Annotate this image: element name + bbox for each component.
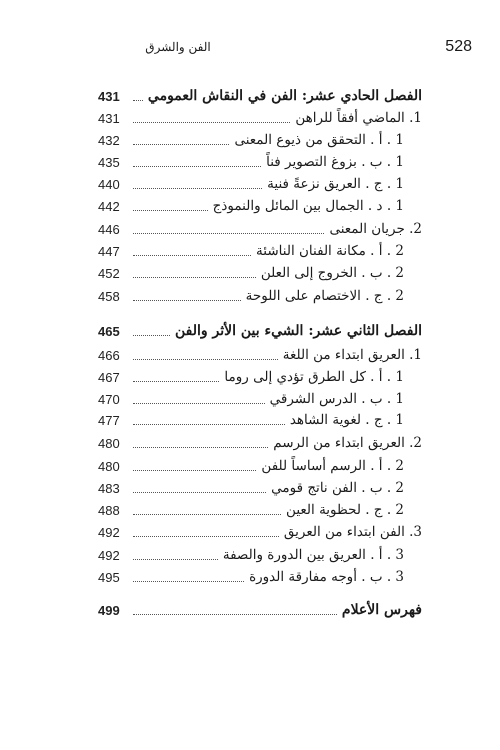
toc-entry-title: الفصل الثاني عشر: الشيء بين الأثر والفن — [175, 323, 422, 339]
toc-entry-title: 1 . ج . العريق نزعةً فنية — [267, 176, 404, 192]
toc-dot-leader — [133, 232, 324, 234]
running-title: الفن والشرق — [145, 40, 211, 54]
toc-page-number: 492 — [98, 547, 120, 563]
toc-dot-leader — [133, 254, 251, 256]
toc-dot-leader — [133, 334, 170, 336]
toc-subsection-entry — [98, 240, 422, 262]
toc-dot-leader — [133, 558, 218, 560]
toc-subsection-entry — [98, 173, 422, 195]
toc-page-number: 470 — [98, 391, 120, 407]
toc-page-number: 480 — [98, 458, 120, 474]
toc-entry-title: فهرس الأعلام — [341, 602, 422, 618]
toc-subsection-entry — [98, 366, 422, 388]
toc-subsection-entry — [98, 477, 422, 499]
toc-entry-title: 2 . ج . الاختصام على اللوحة — [245, 288, 404, 304]
toc-subsection-entry — [98, 388, 422, 410]
toc-dot-leader — [133, 580, 244, 582]
toc-dot-leader — [133, 276, 256, 278]
toc-entry-title: 1 . أ . كل الطرق تؤدي إلى روما — [224, 369, 404, 385]
toc-dot-leader — [133, 535, 279, 537]
toc-page-number: 440 — [98, 176, 120, 192]
toc-page-number: 492 — [98, 524, 120, 540]
toc-entry-title: 2. العريق ابتداء من الرسم — [273, 435, 422, 451]
toc-page-number: 477 — [98, 412, 120, 428]
toc-dot-leader — [133, 380, 219, 382]
toc-subsection-entry — [98, 151, 422, 173]
toc-subsection-entry — [98, 499, 422, 521]
toc-page-number: 431 — [98, 110, 120, 126]
toc-page-number: 442 — [98, 198, 120, 214]
toc-entry-title: 1 . ج . لغوية الشاهد — [289, 412, 404, 428]
toc-entry-title: 3. الفن ابتداء من العريق — [283, 524, 422, 540]
toc-entry-title: 2 . ج . لحظوية العين — [286, 502, 404, 518]
toc-dot-leader — [133, 187, 262, 189]
toc-subsection-entry — [98, 129, 422, 151]
toc-dot-leader — [133, 613, 337, 615]
toc-dot-leader — [133, 299, 241, 301]
toc-page-number: 458 — [98, 288, 120, 304]
toc-page-number: 446 — [98, 221, 120, 237]
toc-page-number: 480 — [98, 435, 120, 451]
toc-chapter-entry — [98, 85, 422, 107]
toc-page-number: 431 — [98, 88, 120, 104]
toc-entry-title: 2. جريان المعنى — [329, 221, 422, 237]
toc-entry-title: 3 . أ . العريق بين الدورة والصفة — [222, 547, 404, 563]
toc-dot-leader — [133, 491, 266, 493]
toc-page-number: 495 — [98, 569, 120, 585]
page-number: 528 — [445, 38, 472, 55]
toc-dot-leader — [133, 469, 256, 471]
toc-dot-leader — [133, 446, 268, 448]
toc-dot-leader — [133, 165, 261, 167]
toc-subsection-entry — [98, 566, 422, 588]
toc-entry-title: 1 . ب . بزوغ التصوير فناً — [266, 154, 404, 170]
toc-subsection-entry — [98, 285, 422, 307]
toc-entry-title: 3 . ب . أوجه مفارقة الدورة — [249, 569, 404, 585]
toc-page-number: 488 — [98, 502, 120, 518]
toc-entry-title: 1 . د . الجمال بين المائل والنموذج — [212, 198, 404, 214]
toc-entry-title: 1 . ب . الدرس الشرقي — [269, 391, 404, 407]
toc-page-number: 466 — [98, 347, 120, 363]
toc-page-number: 499 — [98, 602, 120, 618]
toc-page-number: 483 — [98, 480, 120, 496]
toc-section-entry — [98, 432, 422, 454]
toc-dot-leader — [133, 513, 281, 515]
toc-dot-leader — [133, 209, 208, 211]
toc-entry-title: 2 . ب . الخروج إلى العلن — [260, 265, 404, 281]
toc-entry-title: 2 . ب . الفن ناتج قومي — [271, 480, 404, 496]
toc-chapter-entry — [98, 320, 422, 342]
toc-dot-leader — [133, 143, 229, 145]
toc-subsection-entry — [98, 409, 422, 431]
toc-section-entry — [98, 107, 422, 129]
page-header — [68, 38, 472, 62]
toc-entry-title: 2 . أ . الرسم أساساً للفن — [261, 458, 404, 474]
toc-page-number: 467 — [98, 369, 120, 385]
toc-subsection-entry — [98, 262, 422, 284]
toc-subsection-entry — [98, 544, 422, 566]
toc-dot-leader — [133, 121, 290, 123]
toc-entry-title: 1. الماضي أفقاً للراهن — [295, 110, 422, 126]
toc-entry-title: 1. العريق ابتداء من اللغة — [282, 347, 422, 363]
toc-page-number: 465 — [98, 323, 120, 339]
toc-subsection-entry — [98, 195, 422, 217]
toc-subsection-entry — [98, 455, 422, 477]
toc-section-entry — [98, 344, 422, 366]
toc-chapter-entry — [98, 599, 422, 621]
toc-page-number: 452 — [98, 265, 120, 281]
toc-entry-title: الفصل الحادي عشر: الفن في النقاش العمومي — [147, 88, 422, 104]
toc-section-entry — [98, 218, 422, 240]
toc-dot-leader — [133, 402, 265, 404]
toc-dot-leader — [133, 358, 278, 360]
toc-section-entry — [98, 521, 422, 543]
toc-page-number: 447 — [98, 243, 120, 259]
toc-page-number: 432 — [98, 132, 120, 148]
toc-entry-title: 1 . أ . التحقق من ذيوع المعنى — [234, 132, 404, 148]
toc-dot-leader — [133, 423, 285, 425]
toc-dot-leader — [133, 99, 143, 101]
toc-entry-title: 2 . أ . مكانة الفنان الناشئة — [256, 243, 404, 259]
toc-page-number: 435 — [98, 154, 120, 170]
